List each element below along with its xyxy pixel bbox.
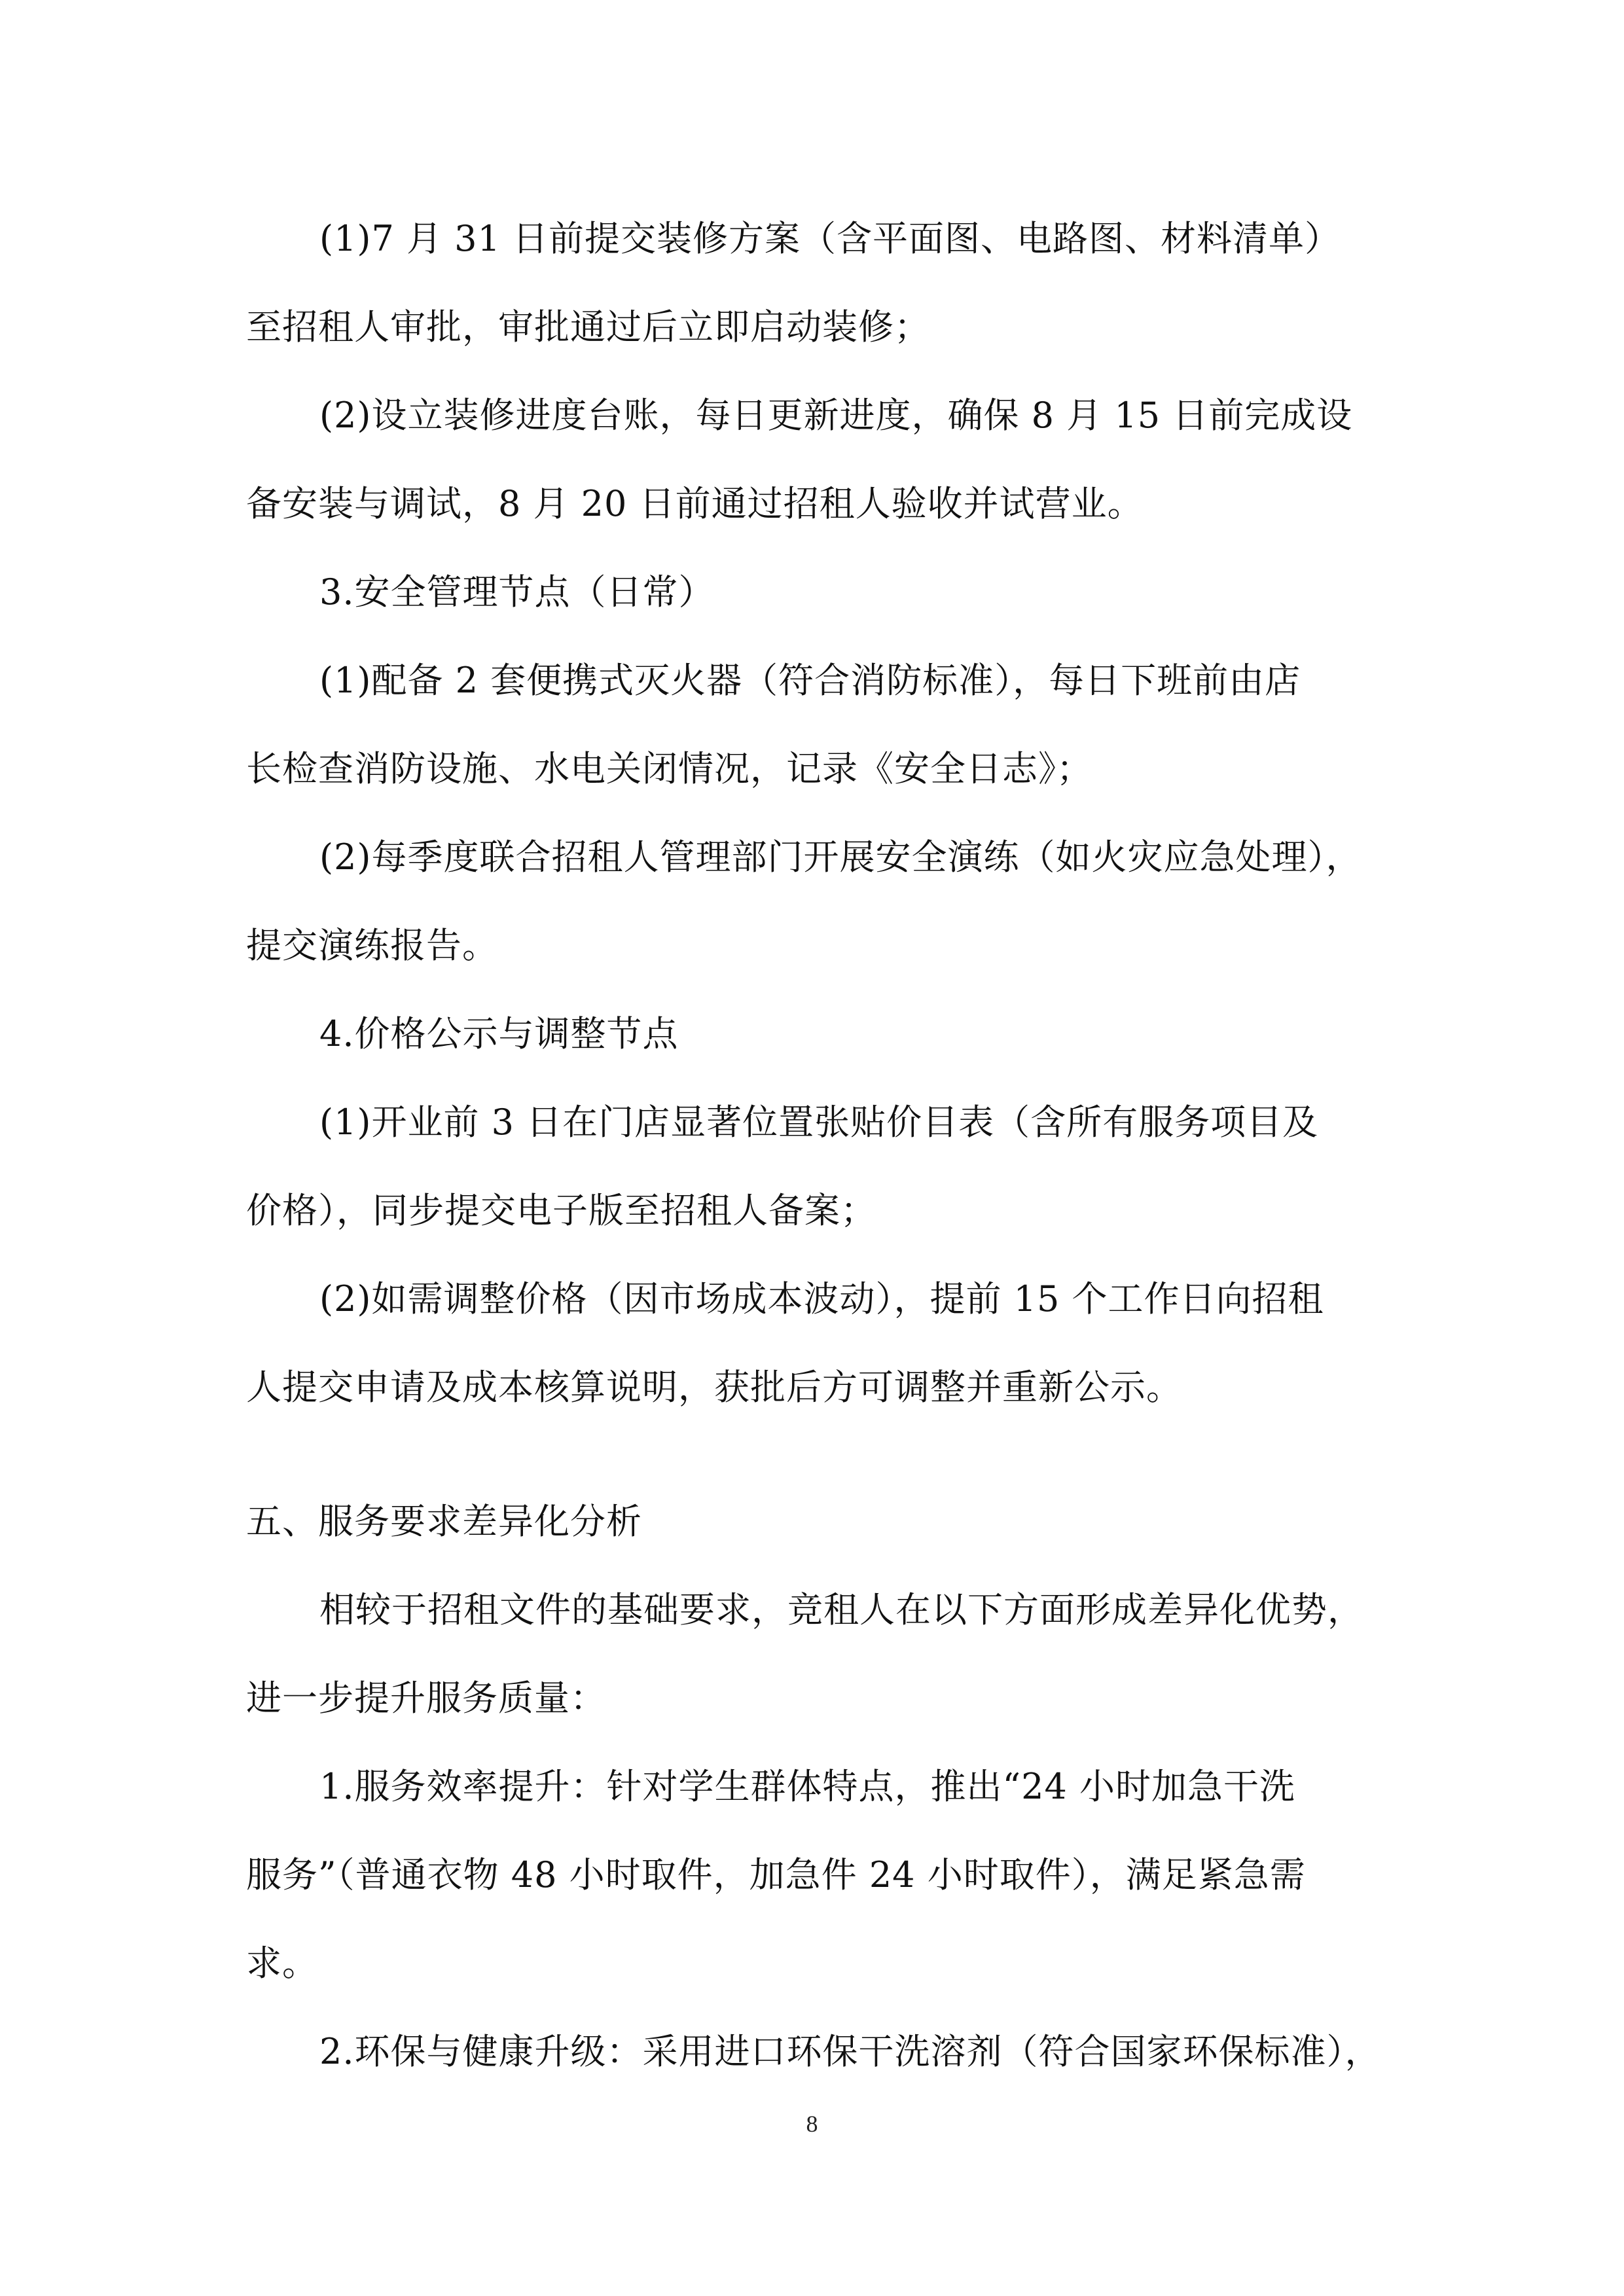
paragraph-line: 进一步提升服务质量： <box>246 1677 606 1719</box>
paragraph-line: 相较于招租文件的基础要求，竞租人在以下方面形成差异化优势， <box>319 1589 1363 1630</box>
paragraph-line: 求。 <box>246 1943 318 1984</box>
page-number: 8 <box>806 2111 818 2137</box>
paragraph-line: 长检查消防设施、水电关闭情况，记录《安全日志》； <box>246 748 1092 789</box>
paragraph-line: 人提交申请及成本核算说明，获批后方可调整并重新公示。 <box>246 1367 1182 1408</box>
chapter-heading: 五、服务要求差异化分析 <box>246 1501 642 1542</box>
paragraph-line: 价格），同步提交电子版至招租人备案； <box>246 1190 876 1231</box>
paragraph-line: 2.环保与健康升级：采用进口环保干洗溶剂（符合国家环保标准）， <box>319 2031 1381 2072</box>
paragraph-line: 备安装与调试，8 月 20 日前通过招租人验收并试营业。 <box>246 483 1144 524</box>
section-heading: 4.价格公示与调整节点 <box>319 1013 679 1054</box>
paragraph-line: (2)如需调整价格（因市场成本波动），提前 15 个工作日向招租 <box>319 1278 1324 1319</box>
paragraph-line: (1)7 月 31 日前提交装修方案（含平面图、电路图、材料清单） <box>319 218 1341 259</box>
paragraph-line: 1.服务效率提升：针对学生群体特点，推出“24 小时加急干洗 <box>319 1766 1296 1807</box>
paragraph-line: 至招租人审批，审批通过后立即启动装修； <box>246 306 930 348</box>
paragraph-line: (1)配备 2 套便携式灭火器（符合消防标准），每日下班前由店 <box>319 660 1301 701</box>
paragraph-line: 服务”（普通衣物 48 小时取件，加急件 24 小时取件），满足紧急需 <box>246 1854 1306 1895</box>
paragraph-line: (2)每季度联合招租人管理部门开展安全演练（如火灾应急处理）， <box>319 836 1362 878</box>
paragraph-line: 提交演练报告。 <box>246 925 498 966</box>
paragraph-line: (1)开业前 3 日在门店显著位置张贴价目表（含所有服务项目及 <box>319 1102 1319 1143</box>
section-heading: 3.安全管理节点（日常） <box>319 571 715 613</box>
paragraph-line: (2)设立装修进度台账，每日更新进度，确保 8 月 15 日前完成设 <box>319 395 1353 436</box>
